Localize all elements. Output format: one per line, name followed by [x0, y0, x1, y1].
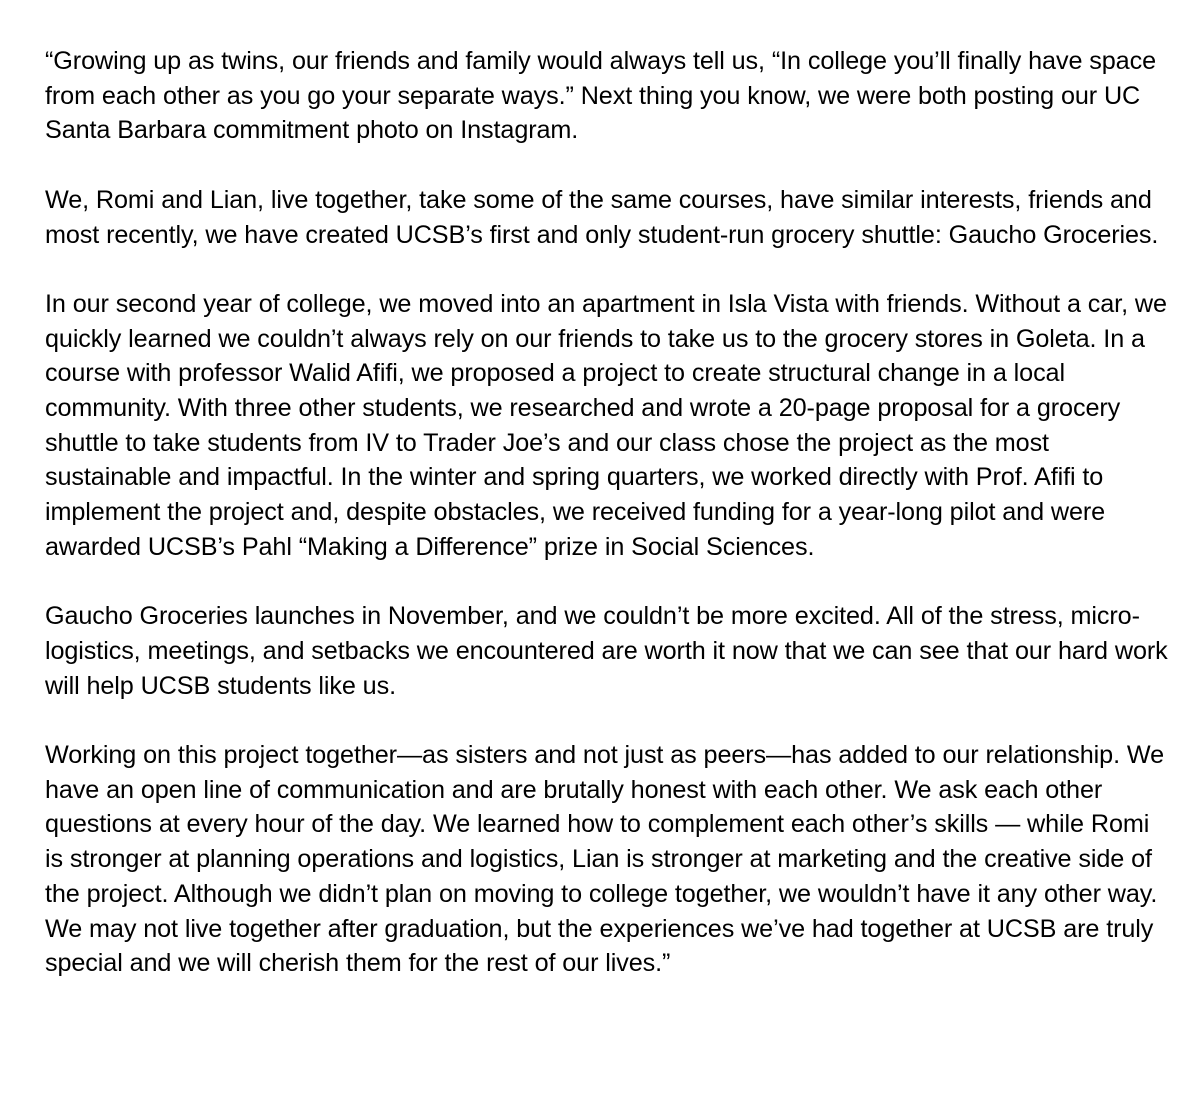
- paragraph-reflection: Working on this project together—as sisters and not just as peers—has added to our relationship. We have an open line of communication and are brutally honest with each other. We ask each other questions at every hour of the day. We learned how to complement each other’s skills — while Romi is stronger at planning operations and logistics, Lian is stronger at marketing and the creative side of the project. Although we didn’t plan on moving to college together, we wouldn’t have it any other way. We may not live together after graduation, but the experiences we’ve had together at UCSB are truly special and we will cherish them for the rest of our lives.”: [45, 741, 1165, 978]
- paragraph-launch: Gaucho Groceries launches in November, and we couldn’t be more excited. All of the stress, micro-logistics, meetings, and setbacks we encountered are worth it now that we can see that our hard work will help UCSB students like us.: [45, 602, 1168, 700]
- document-body: [45, 44, 1170, 981]
- paragraph-about-twins: We, Romi and Lian, live together, take some of the same courses, have similar interests, friends and most recently, we have created UCSB’s first and only student-run grocery shuttle: Gaucho Groceries.: [45, 185, 1159, 249]
- paragraph-project-origin: In our second year of college, we moved into an apartment in Isla Vista with friends. Without a car, we quickly learned we couldn’t always rely on our friends to take us to the grocery stores in Goleta. In a course with professor Walid Afifi, we proposed a project to create structural change in a local community. With three other students, we researched and wrote a 20-page proposal for a grocery shuttle to take students from IV to Trader Joe’s and our class chose the project as the most sustainable and impactful. In the winter and spring quarters, we worked directly with Prof. Afifi to implement the project and, despite obstacles, we received funding for a year-long pilot and were awarded UCSB’s Pahl “Making a Difference” prize in Social Sciences.: [45, 289, 1167, 561]
- paragraph-intro: “Growing up as twins, our friends and family would always tell us, “In college you’ll finally have space from each other as you go your separate ways.” Next thing you know, we were both posting our UC Santa Barbara commitment photo on Instagram.: [45, 47, 1156, 145]
